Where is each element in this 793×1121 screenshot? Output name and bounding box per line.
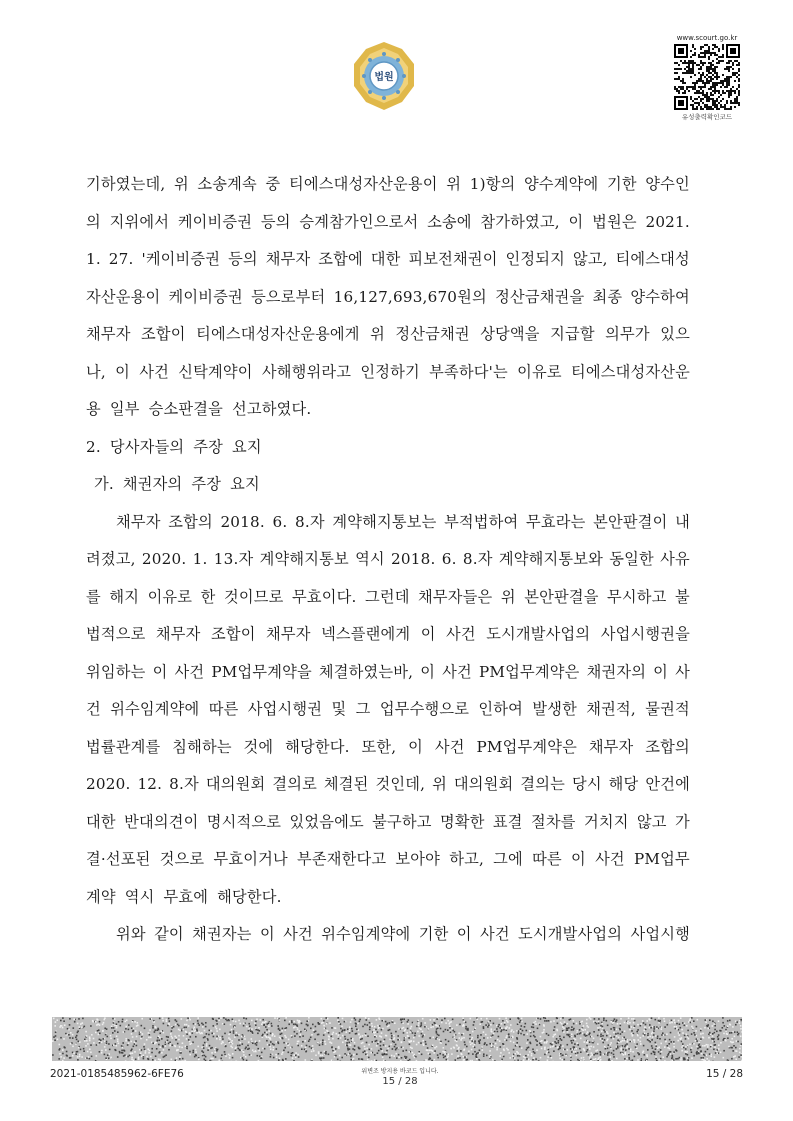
word: 건 xyxy=(86,700,101,718)
text-line xyxy=(86,587,690,625)
word: 동일한 xyxy=(609,550,654,568)
word: 대한 xyxy=(86,812,116,831)
word: 위수임계약에 xyxy=(110,700,200,718)
word: 선고하였다. xyxy=(231,400,312,418)
word: 이 xyxy=(259,925,275,943)
word: 결·선포된 xyxy=(86,850,151,868)
word: 등의 xyxy=(260,212,291,231)
word: 해지 xyxy=(109,587,140,606)
word: 6. xyxy=(272,512,288,531)
word: 27. xyxy=(108,250,134,268)
word: 채무자 xyxy=(155,625,201,643)
word: 가 xyxy=(674,812,690,831)
word: 16,127,693,670원의 xyxy=(333,287,487,306)
word: 8.자 xyxy=(295,512,325,531)
qr-code-block xyxy=(672,34,742,121)
word: 의무가 xyxy=(605,325,650,343)
word: 사건 xyxy=(283,925,313,943)
word: 해당한다. xyxy=(217,887,282,906)
word: 조합이 xyxy=(210,625,256,643)
word: 명시적으로 xyxy=(206,812,282,831)
text-line xyxy=(86,324,690,362)
word: 표결 xyxy=(492,812,523,831)
text-line xyxy=(86,774,690,812)
word: 당시 xyxy=(571,775,602,793)
word: 위 xyxy=(432,775,447,793)
word: 이유로 xyxy=(517,362,562,381)
word: 명확한 xyxy=(439,812,485,831)
word: 것에 xyxy=(243,737,274,756)
word: 위 xyxy=(370,325,385,343)
text-line xyxy=(86,924,690,962)
word: 이 xyxy=(420,662,436,681)
word: 등의 xyxy=(228,250,258,268)
word: 의 xyxy=(86,212,101,231)
word: 체결된 xyxy=(323,775,369,793)
word: 채권자는 xyxy=(192,925,252,943)
word: 무효라는 xyxy=(526,512,586,531)
word: 조합이 xyxy=(141,325,186,343)
word: 결의는 xyxy=(520,775,565,793)
text-line xyxy=(86,512,690,550)
text-line xyxy=(86,437,690,475)
word: 주장 xyxy=(193,437,223,456)
word: 따른 xyxy=(532,850,562,868)
word: 계약 xyxy=(86,887,116,906)
word: 인정되지 xyxy=(505,250,565,268)
text-line xyxy=(86,624,690,662)
word: 이 xyxy=(115,362,131,381)
word: 사건 xyxy=(139,362,170,381)
word: 2018. xyxy=(220,512,265,531)
word: 사건 xyxy=(479,925,510,943)
word: 사해행위라고 xyxy=(261,362,352,381)
word: 않고, xyxy=(572,250,608,268)
word: 및 xyxy=(331,700,347,718)
word: 최종 xyxy=(592,287,623,306)
word: 절차를 xyxy=(531,812,576,831)
word: 지위에서 xyxy=(109,212,170,231)
word: 1. xyxy=(192,550,208,568)
word: 13.자 xyxy=(213,550,254,568)
word: 이 xyxy=(152,662,168,681)
word: 지급할 xyxy=(550,325,595,343)
page-number: 15 / 28 xyxy=(706,1068,743,1080)
word: 업무수행으로 xyxy=(379,700,470,718)
word: 나, xyxy=(86,362,106,381)
text-line xyxy=(86,699,690,737)
word: 양수하여 xyxy=(630,287,690,306)
word: 채권자의 xyxy=(122,475,183,493)
word: 같이 xyxy=(154,925,184,943)
word: 보아야 xyxy=(395,850,441,868)
word: 그에 xyxy=(493,850,523,868)
word: 또한, xyxy=(361,737,397,756)
word: 법적으로 xyxy=(86,625,146,643)
word: 도시개발사업의 xyxy=(518,925,623,943)
word: 인하여 xyxy=(478,700,524,718)
word: 본안판결이 xyxy=(593,512,668,531)
word: 계약해지통보는 xyxy=(332,512,437,531)
word: 이유로 xyxy=(147,587,193,606)
seal-text: 법원 xyxy=(374,72,394,83)
word: 사업시행 xyxy=(630,925,690,943)
word: 본안판결을 xyxy=(524,587,599,606)
word: 피보전채권이 xyxy=(408,250,498,268)
word: 조합에 xyxy=(318,250,363,268)
word: 역시 xyxy=(124,887,155,906)
word: 채무자 xyxy=(116,512,161,531)
word: 있으 xyxy=(660,325,690,343)
word: 이 xyxy=(653,662,669,681)
word: 위와 xyxy=(116,925,146,943)
word: 요지 xyxy=(230,475,260,493)
word: 양수인 xyxy=(645,175,690,193)
word: 채무자들은 xyxy=(418,587,493,606)
word: 내 xyxy=(675,512,690,531)
word: 중 xyxy=(265,175,281,193)
word: 1. xyxy=(86,250,101,268)
word: 부적법하여 xyxy=(444,512,519,531)
word: 사업시행권 xyxy=(247,700,323,718)
word: 참가하였고, xyxy=(480,212,560,231)
word: 8.자 xyxy=(462,550,493,568)
word: 법률관계를 xyxy=(86,737,161,756)
text-line xyxy=(86,362,690,400)
word: 도시개발사업의 xyxy=(486,625,591,643)
word: 무효이거나 xyxy=(213,850,288,868)
word: 채권적, xyxy=(586,700,636,718)
text-line xyxy=(86,174,690,212)
word: 채무자 xyxy=(265,250,311,268)
word: 케이비증권 xyxy=(177,212,253,231)
word: 넥스플랜에게 xyxy=(321,625,411,643)
word: 무시하고 xyxy=(607,587,667,606)
word: 자산운용이 xyxy=(86,287,161,306)
word: 려졌고, xyxy=(86,550,136,568)
word: 사건 xyxy=(442,662,472,681)
barcode-notice: 위변조 방지용 바코드 입니다. xyxy=(361,1068,439,1075)
word: 것인데, xyxy=(375,775,426,793)
text-line xyxy=(86,662,690,700)
qr-caption: 유성출력확인코드 xyxy=(681,113,733,121)
word: 그런데 xyxy=(364,587,410,606)
word: 기한 xyxy=(606,175,637,193)
word: 침해하는 xyxy=(172,737,232,756)
word: 결의로 xyxy=(272,775,317,793)
word: 발생한 xyxy=(532,700,577,718)
word: 위수임계약에 xyxy=(321,925,411,943)
word: 불 xyxy=(675,587,690,606)
word: 사건 xyxy=(174,662,205,681)
qr-url: www.scourt.go.kr xyxy=(676,34,738,42)
word: 거치지 xyxy=(583,812,629,831)
word: 안건에 xyxy=(645,775,690,793)
word: 2021. xyxy=(645,212,690,231)
word: 부족하다'는 xyxy=(429,362,508,381)
text-line xyxy=(86,549,690,587)
anti-forgery-barcode-band xyxy=(52,1017,742,1061)
document-id: 2021-0185485962-6FE76 xyxy=(50,1068,184,1080)
text-line xyxy=(86,474,690,512)
text-line xyxy=(86,212,690,250)
word: 2020. xyxy=(141,550,187,568)
word: 따른 xyxy=(208,700,239,718)
word: 사건 xyxy=(434,737,465,756)
center-page-number: 15 / 28 xyxy=(382,1076,418,1087)
word: 6. xyxy=(441,550,457,568)
word: 가. xyxy=(94,475,114,493)
word: 않고 xyxy=(636,812,667,831)
word: 주장 xyxy=(191,475,222,493)
qr-code-image xyxy=(674,44,740,110)
text-line xyxy=(86,812,690,850)
word: PM업무계약은 xyxy=(478,662,580,681)
word: 계약해지통보 xyxy=(259,550,349,568)
word: 2020. xyxy=(86,775,131,793)
word: 무효에 xyxy=(163,887,209,906)
word: 위 xyxy=(173,175,189,193)
word: 2018. xyxy=(391,550,436,568)
word: 위 xyxy=(500,587,516,606)
word: 이 xyxy=(420,625,436,643)
word: 티에스대성자산운용이 xyxy=(288,175,438,193)
word: 1)항의 xyxy=(469,175,516,193)
word: 불구하고 xyxy=(372,812,432,831)
word: 양수계약에 xyxy=(524,175,599,193)
text-line xyxy=(86,887,690,925)
word: 인정하기 xyxy=(360,362,420,381)
word: 하고, xyxy=(449,850,484,868)
word: PM업무계약은 xyxy=(476,737,577,756)
word: 소송계속 xyxy=(197,175,257,193)
word: PM업무 xyxy=(633,850,690,868)
word: 기한 xyxy=(418,925,449,943)
word: 해당 xyxy=(608,775,639,793)
word: 요지 xyxy=(232,437,262,456)
word: 2. xyxy=(86,437,101,456)
text-line xyxy=(86,249,690,287)
word: 그 xyxy=(355,700,371,718)
word: 이 xyxy=(571,850,586,868)
word: 채무자 xyxy=(86,325,131,343)
word: 12. xyxy=(137,775,163,793)
word: 이 xyxy=(568,212,584,231)
word: 있었음에도 xyxy=(289,812,364,831)
word: 사업시행권을 xyxy=(600,625,690,643)
word: 용 xyxy=(86,400,101,418)
word: 를 xyxy=(86,587,101,606)
court-seal-logo xyxy=(350,40,418,112)
word: 대의원회 xyxy=(205,775,266,793)
word: 조합의 xyxy=(645,737,690,756)
word: PM업무계약을 xyxy=(211,662,312,681)
word: 승계참가인으로서 xyxy=(299,212,419,231)
word: 상당액을 xyxy=(480,325,540,343)
word: 역시 xyxy=(355,550,385,568)
word: 이 xyxy=(408,737,423,756)
word: 당사자들의 xyxy=(109,437,185,456)
word: 사건 xyxy=(595,850,625,868)
text-line xyxy=(86,849,690,887)
word: 티에스대성자산운 xyxy=(570,362,690,381)
word: 정산금채권을 xyxy=(495,287,585,306)
word: 케이비증권 xyxy=(168,287,243,306)
word: 일부 xyxy=(109,400,140,418)
word: 위 xyxy=(446,175,462,193)
word: '케이비증권 xyxy=(141,250,221,268)
word: 채무자 xyxy=(588,737,634,756)
word: 것으로 xyxy=(159,850,205,868)
word: 무효이다. xyxy=(291,587,357,606)
word: 한 xyxy=(200,587,216,606)
word: 것이므로 xyxy=(224,587,284,606)
word: 계약해지통보와 xyxy=(498,550,603,568)
word: 티에스대성 xyxy=(615,250,690,268)
word: 소송에 xyxy=(427,212,472,231)
word: 승소판결을 xyxy=(148,400,223,418)
word: 법원은 xyxy=(592,212,637,231)
word: 위임하는 xyxy=(86,662,146,681)
word: 이 xyxy=(456,925,472,943)
word: 부존재한다고 xyxy=(297,850,387,868)
word: 체결하였는바, xyxy=(318,662,414,681)
word: 정산금채권 xyxy=(395,325,470,343)
word: 사유 xyxy=(660,550,690,568)
word: 대한 xyxy=(370,250,401,268)
word: 사 xyxy=(675,662,690,681)
word: 해당한다. xyxy=(285,737,350,756)
word: 물권적 xyxy=(645,700,690,718)
word: 채무자 xyxy=(266,625,311,643)
word: 반대의견이 xyxy=(124,812,199,831)
text-line xyxy=(86,399,690,437)
word: 기하였는데, xyxy=(86,175,166,193)
word: 신탁계약이 xyxy=(178,362,253,381)
word: 8.자 xyxy=(169,775,199,793)
word: 등으로부터 xyxy=(251,287,326,306)
footer-center xyxy=(350,1066,450,1087)
document-body xyxy=(86,174,690,962)
word: 조합의 xyxy=(168,512,213,531)
text-line xyxy=(86,737,690,775)
word: 대의원회 xyxy=(453,775,514,793)
text-line xyxy=(86,287,690,325)
word: 티에스대성자산운용에게 xyxy=(196,325,360,343)
word: 사건 xyxy=(446,625,476,643)
word: 채권자의 xyxy=(586,662,647,681)
